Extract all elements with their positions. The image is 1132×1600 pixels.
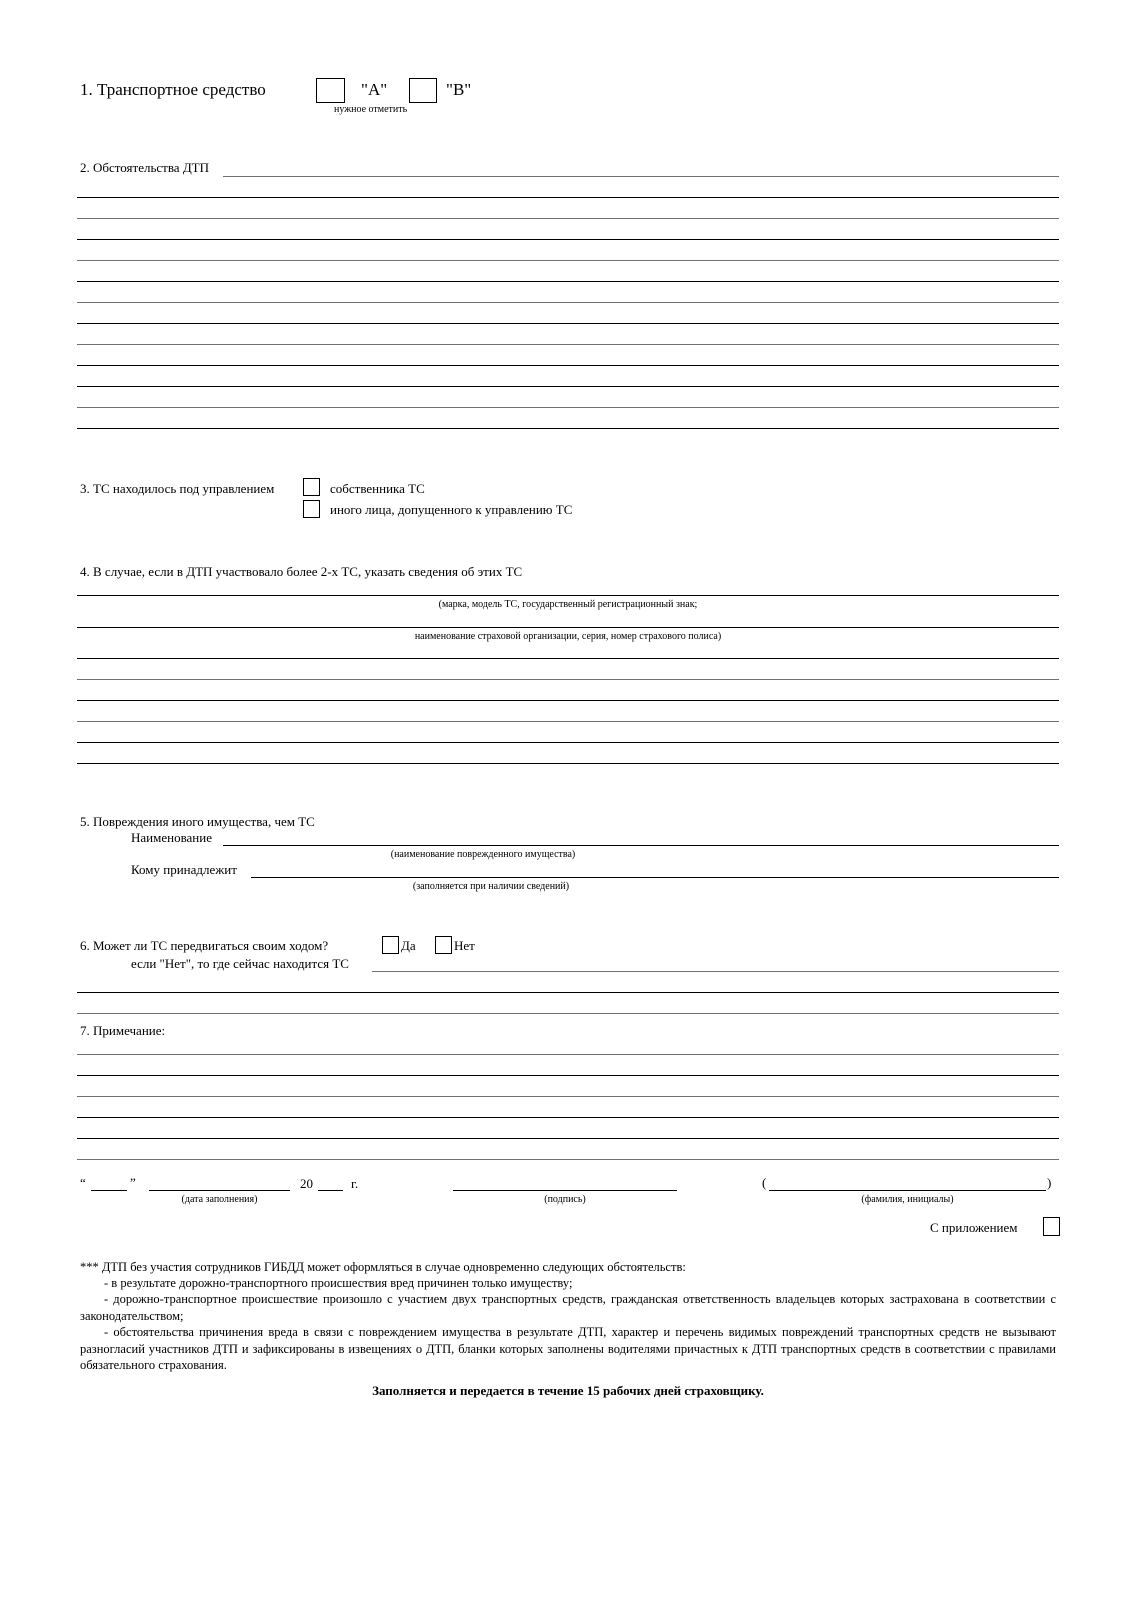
day-field[interactable] [91,1190,127,1191]
notes-line[interactable] [77,1054,1059,1055]
property-owner-caption: (заполняется при наличии сведений) [412,881,570,892]
notes-line[interactable] [77,1159,1059,1160]
other-vehicles-line[interactable] [77,763,1059,764]
circumstances-line[interactable] [77,344,1059,345]
day-quote-close: ” [130,1175,136,1190]
signature-caption: (подпись) [544,1194,586,1205]
vehicle-location-line[interactable] [77,992,1059,993]
mobility-no-checkbox[interactable] [435,936,452,954]
notes-item-3: - обстоятельства причинения вреда в связи с повреждением имущества в результате ДТП, характер и перечень видимых повреждений транспортных средств не вызывают разногласий участников ДТП и зафиксированы в извещениях о ДТП, бланки которых заполнены водителями причастных к ДТП транспортных средств в соответствии с правилами обязательного страхования. [80,1325,1056,1372]
notes-item-2: - дорожно-транспортное происшествие произошло с участием двух транспортных средств, гражданская ответственность владельцев которых застрахована в соответствии с законодательством; [80,1292,1056,1323]
full-name-caption: (фамилия, инициалы) [861,1194,954,1205]
notes-line[interactable] [77,1117,1059,1118]
vehicle-hint: нужное отметить [334,104,408,115]
vehicle-label: 1. Транспортное средство [80,80,266,99]
century-label: 20 [300,1176,313,1191]
vehicle-location-line[interactable] [77,1013,1059,1014]
mobility-label: 6. Может ли ТС передвигаться своим ходом? [80,938,329,953]
property-owner-line[interactable] [251,877,1059,878]
other-vehicles-line[interactable] [77,658,1059,659]
notes-line[interactable] [77,1138,1059,1139]
notes-item-1: - в результате дорожно-транспортного происшествия вред причинен только имуществу; [104,1276,573,1290]
circumstances-label: 2. Обстоятельства ДТП [80,160,210,175]
submission-deadline: Заполняется и передается в течение 15 рабочих дней страховщику. [372,1383,764,1398]
circumstances-line[interactable] [77,323,1059,324]
other-driver-label: иного лица, допущенного к управлению ТС [330,502,573,517]
notes-label: 7. Примечание: [80,1023,166,1038]
attachment-checkbox[interactable] [1043,1217,1060,1236]
name-paren-close: ) [1047,1175,1052,1190]
insurance-caption: наименование страховой организации, серия, номер страхового полиса) [414,631,722,642]
owner-checkbox[interactable] [303,478,320,496]
other-driver-checkbox[interactable] [303,500,320,518]
date-caption: (дата заполнения) [181,1194,258,1205]
circumstances-line[interactable] [77,281,1059,282]
property-name-line[interactable] [223,845,1059,846]
vehicle-location-line[interactable] [372,971,1059,972]
property-damage-label: 5. Повреждения иного имущества, чем ТС [80,814,315,829]
signature-field[interactable] [453,1190,677,1191]
property-name-caption: (наименование поврежденного имущества) [390,849,576,860]
name-paren-open: ( [762,1175,767,1190]
circumstances-line[interactable] [223,176,1059,177]
mobility-no-label: Нет [454,938,475,953]
month-field[interactable] [149,1190,290,1191]
notes-intro: *** ДТП без участия сотрудников ГИБДД может оформляться в случае одновременно следующих обстоятельств: [80,1260,686,1274]
circumstances-line[interactable] [77,197,1059,198]
day-quote-open: “ [80,1175,86,1190]
other-vehicles-line[interactable] [77,742,1059,743]
circumstances-line[interactable] [77,365,1059,366]
circumstances-line[interactable] [77,407,1059,408]
other-vehicles-line[interactable] [77,627,1059,628]
other-vehicles-line[interactable] [77,721,1059,722]
other-vehicles-line[interactable] [77,700,1059,701]
circumstances-line[interactable] [77,302,1059,303]
property-owner-label: Кому принадлежит [131,862,237,877]
circumstances-line[interactable] [77,260,1059,261]
vehicle-b-checkbox[interactable] [409,78,437,103]
vehicle-a-label: "A" [361,80,388,99]
driver-label: 3. ТС находилось под управлением [80,481,275,496]
other-vehicles-line[interactable] [77,679,1059,680]
vehicle-b-label: "B" [446,80,472,99]
mobility-yes-label: Да [401,938,416,953]
vehicle-location-label: если "Нет", то где сейчас находится ТС [131,956,349,971]
circumstances-line[interactable] [77,428,1059,429]
notes-line[interactable] [77,1075,1059,1076]
other-vehicles-line[interactable] [77,595,1059,596]
other-vehicles-caption: (марка, модель ТС, государственный регистрационный знак; [438,599,698,610]
circumstances-line[interactable] [77,218,1059,219]
mobility-yes-checkbox[interactable] [382,936,399,954]
property-name-label: Наименование [131,830,212,845]
year-field[interactable] [318,1190,343,1191]
year-suffix: г. [351,1176,359,1191]
owner-label: собственника ТС [330,481,425,496]
other-vehicles-label: 4. В случае, если в ДТП участвовало более 2-х ТС, указать сведения об этих ТС [80,564,523,579]
full-name-field[interactable] [769,1190,1046,1191]
circumstances-line[interactable] [77,386,1059,387]
notes-line[interactable] [77,1096,1059,1097]
vehicle-a-checkbox[interactable] [316,78,345,103]
attachment-label: С приложением [930,1220,1018,1235]
circumstances-line[interactable] [77,239,1059,240]
